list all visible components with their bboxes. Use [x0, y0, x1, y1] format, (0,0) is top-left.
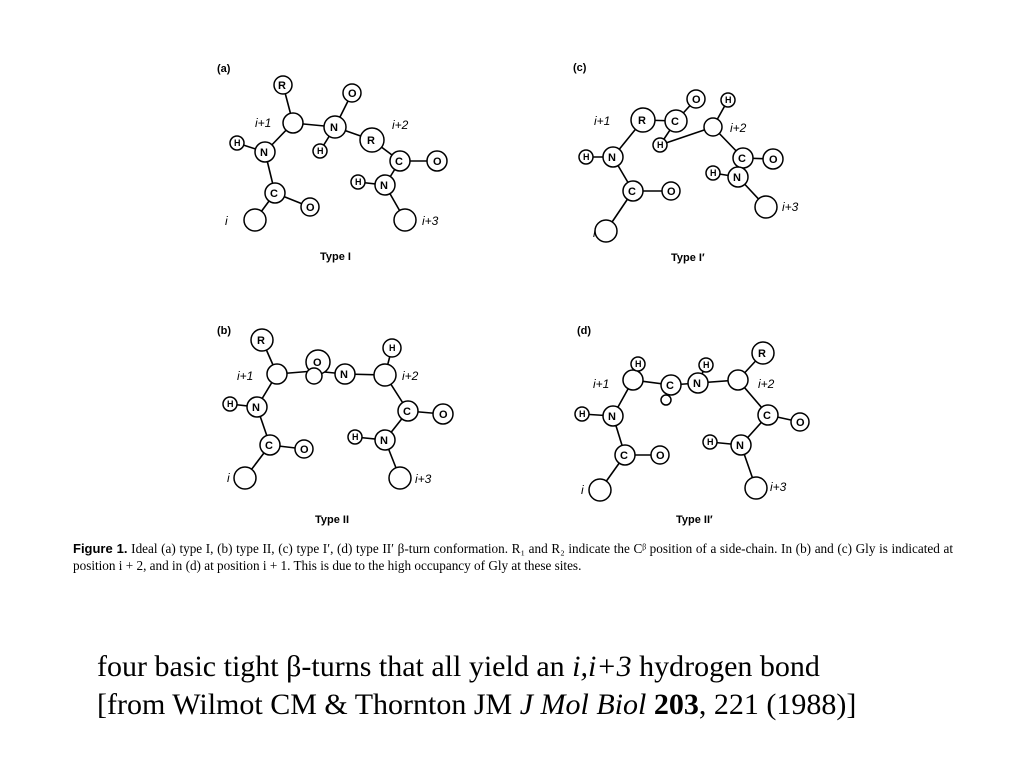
figure-caption	[73, 540, 953, 574]
panel-c-diagram	[568, 55, 848, 270]
slide-caption-line-2	[97, 686, 856, 724]
atom-o: O	[433, 156, 442, 168]
atom-n: N	[252, 402, 260, 414]
slide-caption-line-1	[97, 648, 856, 686]
pos-i3: i+3	[415, 472, 432, 486]
atom-c: C	[270, 188, 278, 200]
atom-r: R	[257, 335, 265, 347]
atom-c: C	[738, 153, 746, 165]
panel-b-letter: (b)	[217, 325, 232, 337]
panel-d-diagram	[568, 318, 848, 533]
atom-n: N	[380, 180, 388, 192]
atom-c: C	[763, 410, 771, 422]
figure-caption-text: Ideal (a) type I, (b) type II, (c) type I′, (d) type II′ β-turn conformation. R₁ and R₂ indicate the Cᵝ position of a side-chain. In (b) and (c) Gly is indicated at position i + 2, and in (d) at position i + 1. This is due to the high occupancy of Gly at these sites.	[73, 541, 953, 573]
journal-name: J Mol Biol	[519, 688, 647, 721]
pos-i3: i+3	[422, 214, 439, 228]
slide-caption-text: , 221 (1988)]	[698, 688, 857, 721]
pos-i: i	[227, 471, 230, 485]
atom-o: O	[769, 154, 778, 166]
pos-i2: i+2	[758, 377, 775, 391]
atom-n: N	[693, 378, 701, 390]
panel-a	[200, 55, 480, 270]
atom-h: H	[657, 140, 664, 150]
panel-c-letter: (c)	[573, 62, 587, 74]
atom-h: H	[227, 399, 234, 409]
atom-c: C	[666, 380, 674, 392]
slide-caption-text: hydrogen bond	[631, 650, 820, 683]
panel-b	[200, 318, 480, 533]
atom-o: O	[692, 94, 701, 106]
slide-caption-text: four basic tight β-turns that all yield an	[97, 650, 573, 683]
atom-c: C	[671, 116, 679, 128]
panel-c	[568, 55, 848, 270]
pos-i3: i+3	[770, 480, 787, 494]
atom-h: H	[579, 409, 586, 419]
pos-i: i	[581, 483, 584, 497]
slide-caption-italic: i,i+3	[572, 650, 632, 683]
atom-h: H	[707, 437, 714, 447]
slide-caption-text: [from Wilmot CM & Thornton JM	[97, 688, 520, 721]
atom-r: R	[638, 115, 646, 127]
pos-i1: i+1	[237, 369, 254, 383]
atom-o: O	[439, 409, 448, 421]
panel-a-type: Type I	[320, 251, 351, 263]
atom-o: O	[796, 417, 805, 429]
journal-volume: 203	[653, 688, 699, 721]
atom-n: N	[340, 369, 348, 381]
atom-h: H	[355, 177, 362, 187]
atom-h: H	[710, 168, 717, 178]
panel-d	[568, 318, 848, 533]
atom-h: H	[635, 359, 642, 369]
panel-a-diagram	[200, 55, 480, 270]
panel-d-letter: (d)	[577, 325, 592, 337]
atom-n: N	[736, 440, 744, 452]
pos-i1: i+1	[255, 116, 272, 130]
atom-n: N	[608, 411, 616, 423]
atom-c: C	[265, 440, 273, 452]
atom-h: H	[703, 360, 710, 370]
atom-h: H	[352, 432, 359, 442]
atom-o: O	[667, 186, 676, 198]
slide-caption-text	[646, 688, 654, 721]
atom-c: C	[403, 406, 411, 418]
atom-h: H	[389, 343, 396, 353]
pos-i2: i+2	[392, 118, 409, 132]
atom-c: C	[620, 450, 628, 462]
atom-n: N	[260, 147, 268, 159]
pos-i2: i+2	[730, 121, 747, 135]
atom-o: O	[300, 444, 309, 456]
panel-b-diagram	[200, 318, 480, 533]
panel-a-letter: (a)	[217, 63, 231, 75]
atom-n: N	[608, 152, 616, 164]
atom-c: C	[628, 186, 636, 198]
pos-i2: i+2	[402, 369, 419, 383]
pos-i: i	[225, 214, 228, 228]
atom-r: R	[367, 135, 375, 147]
pos-i: i	[593, 226, 596, 240]
atom-o: O	[348, 88, 357, 100]
atom-h: H	[583, 152, 590, 162]
figure-caption-label: Figure 1.	[73, 541, 128, 556]
atom-n: N	[380, 435, 388, 447]
slide-caption	[97, 648, 856, 724]
atom-r: R	[758, 348, 766, 360]
panel-b-type: Type II	[315, 514, 350, 526]
atom-o: O	[313, 357, 322, 369]
atom-c: C	[395, 156, 403, 168]
pos-i1: i+1	[594, 114, 611, 128]
atom-h: H	[234, 138, 241, 148]
atom-n: N	[330, 122, 338, 134]
pos-i3: i+3	[782, 200, 799, 214]
atom-o: O	[306, 202, 315, 214]
atom-r: R	[278, 80, 286, 92]
atom-o: O	[656, 450, 665, 462]
atom-h: H	[725, 95, 732, 105]
panel-d-type: Type II′	[676, 514, 713, 526]
atom-n: N	[733, 172, 741, 184]
atom-h: H	[317, 146, 324, 156]
pos-i1: i+1	[593, 377, 610, 391]
panel-c-type: Type I′	[671, 252, 705, 264]
